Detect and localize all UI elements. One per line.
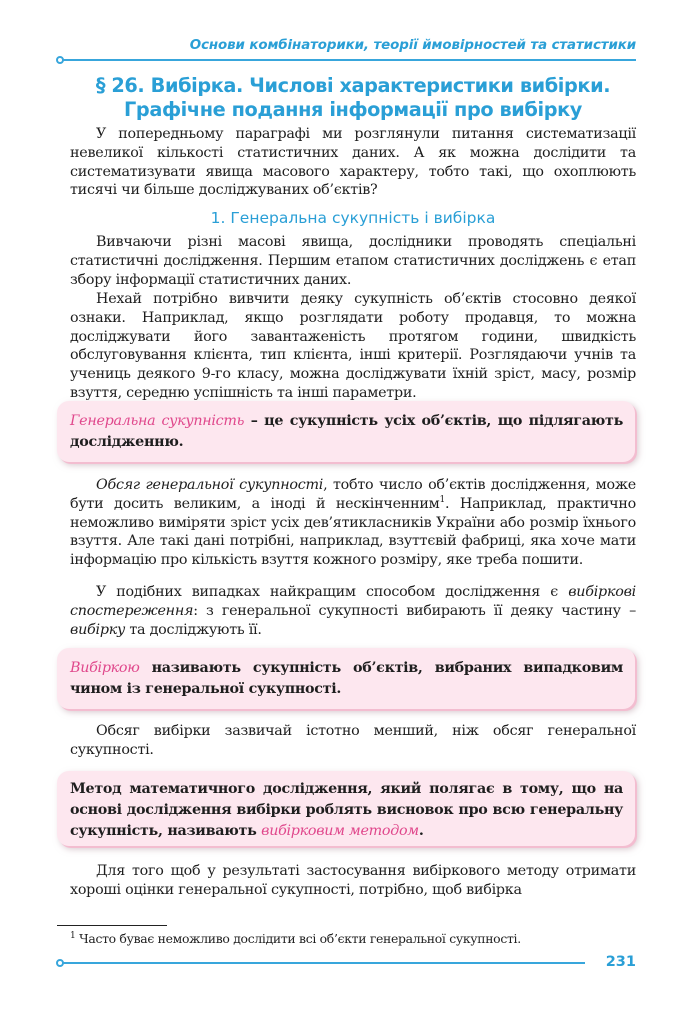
intro-paragraph: У попередньому параграфі ми розглянули питання систематизації невеликої кількості статистичних даних. А як можна дослідити та систематизувати явища масового характеру, тобто такі, що охоплюють тисячі чи більше досліджуваних об’єктів? (70, 126, 636, 199)
footnote (70, 931, 636, 947)
definition-text: називають сукупність об’єктів, вибраних випадковим чином із генеральної сукупності. (70, 660, 623, 697)
section-title-line1: § 26. Вибірка. Числові характеристики вибірки. (95, 74, 611, 97)
section-title (70, 74, 636, 122)
definition-text: Метод математичного дослідження, який полягає в тому, що на основі дослідження вибірки роблять висновок про всю генеральну сукупність, називають (70, 781, 623, 839)
term-sampling-method: вибірковим методом (261, 823, 419, 839)
header-rule (63, 59, 636, 61)
subsection-title: 1. Генеральна сукупність і вибірка (210, 209, 496, 227)
term-sample-observations: вибіркові спостереження (70, 584, 636, 619)
term-sample-definition: Вибіркою (70, 660, 140, 676)
footnote-marker: 1 (439, 495, 445, 506)
definition-box-sample (57, 648, 635, 709)
paragraph-4: У подібних випадках найкращим способом дослідження є вибіркові спостереження: з генеральної сукупності вибирають її деяку частину – вибірку та досліджують її. (70, 584, 636, 638)
section-title-line2: Графічне подання інформації про вибірку (124, 98, 582, 121)
footnote-number: 1 (70, 930, 76, 941)
paragraph-2: Нехай потрібно вивчити деяку сукупність об’єктів стосовно деякої ознаки. Наприклад, якщо розглядати роботу продавця, то можна досліджувати його завантаженість протягом години, швидкість обслуговування клієнта, тип клієнта, інші критерії. Розглядаючи учнів та учениць деякого 9-го класу, можна досліджувати їхній зріст, масу, розмір взуття, середню успішність та інші параметри. (70, 291, 636, 401)
running-header: Основи комбінаторики, теорії ймовірностей та статистики (189, 38, 636, 53)
definition-box-sampling-method: Метод математичного дослідження, який полягає в тому, що на основі дослідження вибірки роблять висновок про всю генеральну сукупність, називають вибірковим методом. (57, 771, 635, 846)
paragraph-6: Для того щоб у результаті застосування вибіркового методу отримати хороші оцінки генеральної сукупності, потрібно, щоб вибірка (70, 863, 636, 898)
definition-box-general-population (57, 401, 635, 462)
paragraph-1: Вивчаючи різні масові явища, дослідники проводять спеціальні статистичні дослідження. Першим етапом статистичних досліджень є етап збору інформації статистичних даних. (70, 234, 636, 288)
term-general-population: Генеральна сукупність (70, 413, 245, 429)
term-population-size: Обсяг генеральної сукупності (96, 477, 324, 493)
page-number: 231 (605, 954, 636, 970)
term-sample: вибірку (70, 621, 126, 638)
footer-rule (63, 962, 585, 964)
paragraph-5: Обсяг вибірки зазвичай істотно менший, ніж обсяг генеральної сукупності. (70, 723, 636, 758)
paragraph-3: Обсяг генеральної сукупності, тобто число об’єктів дослідження, може бути досить великим, а іноді й нескінченним$^1$. Наприклад, практично неможливо виміряти зріст усіх дев’ятикласників України або розмір їхнього взуття. Але такі дані потрібні, наприклад, взуттєвій фабриці, яка хоче мати інформацію про кількість взуття кожного розміру, яке треба пошити. (70, 477, 636, 569)
footnote-text: Часто буває неможливо дослідити всі об’єкти генеральної сукупності. (75, 931, 521, 946)
footnote-divider (57, 925, 167, 926)
definition-text: – це сукупність усіх об’єктів, що підлягають дослідженню. (70, 413, 623, 450)
